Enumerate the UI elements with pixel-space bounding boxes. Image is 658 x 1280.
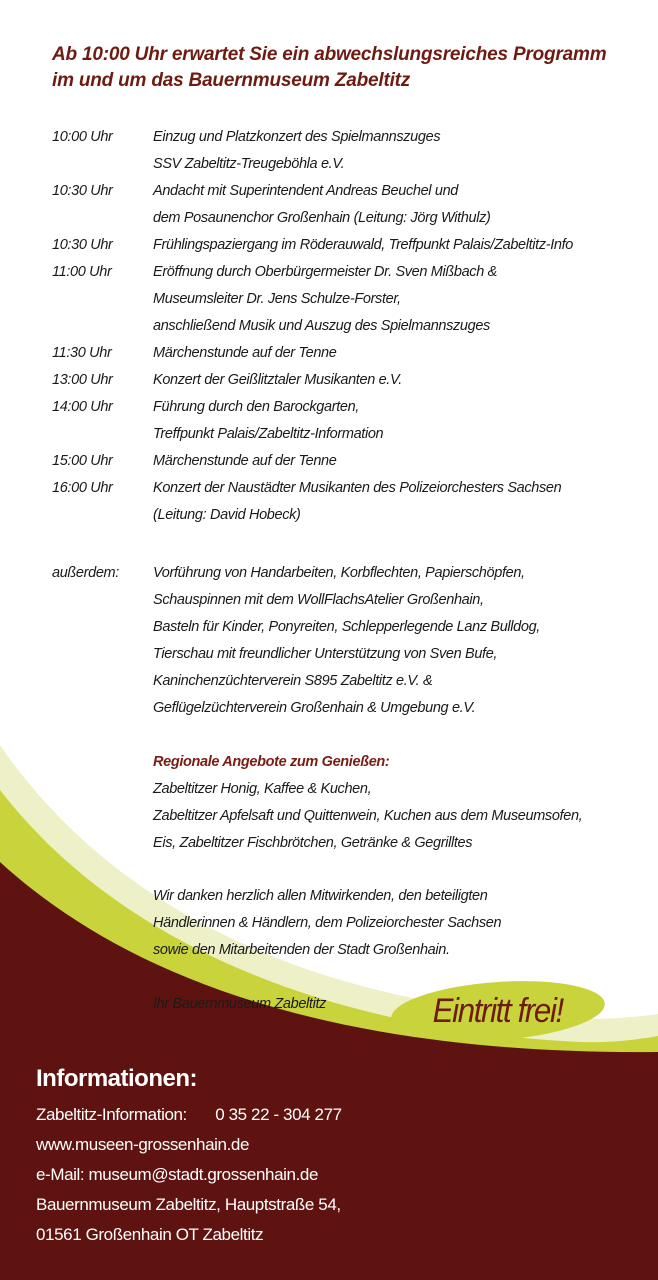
thanks-line: Händlerinnen & Händlern, dem Polizeiorchester Sachsen <box>153 915 502 931</box>
thanks-note <box>153 883 643 964</box>
regional-lines <box>153 776 643 857</box>
schedule-time: 16:00 Uhr <box>52 480 113 496</box>
schedule-description <box>153 340 652 367</box>
info-heading: Informationen: <box>36 1065 197 1092</box>
schedule-description-line: Andacht mit Superintendent Andreas Beuchel und <box>153 183 458 199</box>
schedule-description-line: (Leitung: David Hobeck) <box>153 507 301 523</box>
phone-label: Zabeltitz-Information: <box>36 1105 187 1124</box>
schedule-description <box>153 394 652 448</box>
schedule-row <box>52 394 652 448</box>
schedule-description-line: Eröffnung durch Oberbürgermeister Dr. Sven Mißbach & <box>153 264 497 280</box>
schedule-description <box>153 448 652 475</box>
email-link[interactable]: e-Mail: museum@stadt.grossenhain.de <box>36 1165 319 1184</box>
phone-number[interactable]: 0 35 22 - 304 277 <box>215 1105 342 1124</box>
regional-line: Eis, Zabeltitzer Fischbrötchen, Getränke & Gegrilltes <box>153 835 473 851</box>
info-block <box>36 1064 342 1250</box>
schedule-description <box>153 178 652 232</box>
thanks-line: sowie den Mitarbeitenden der Stadt Großenhain. <box>153 942 450 958</box>
schedule-description-line: Treffpunkt Palais/Zabeltitz-Information <box>153 426 384 442</box>
phone-line <box>36 1100 342 1130</box>
schedule-row <box>52 232 652 259</box>
schedule-description <box>153 367 652 394</box>
schedule-description-line: Märchenstunde auf der Tenne <box>153 345 337 361</box>
headline-line-2: im und um das Bauernmuseum Zabeltitz <box>52 70 411 91</box>
schedule-row <box>52 178 652 232</box>
schedule-description-line: Märchenstunde auf der Tenne <box>153 453 337 469</box>
ausserdem-line: Geflügelzüchterverein Großenhain & Umgebung e.V. <box>153 700 476 716</box>
badge-label: Eintritt frei! <box>432 991 564 1030</box>
signature: Ihr Bauernmuseum Zabeltitz <box>153 996 327 1012</box>
additional-activities <box>52 560 652 722</box>
address-line-1: Bauernmuseum Zabeltitz, Hauptstraße 54, <box>36 1195 341 1214</box>
schedule-time: 15:00 Uhr <box>52 453 113 469</box>
schedule-time: 10:30 Uhr <box>52 237 113 253</box>
ausserdem-line: Tierschau mit freundlicher Unterstützung von Sven Bufe, <box>153 646 498 662</box>
schedule-time: 10:00 Uhr <box>52 129 113 145</box>
schedule-description <box>153 259 652 340</box>
schedule-description-line: Konzert der Geißlitztaler Musikanten e.V. <box>153 372 402 388</box>
ausserdem-label: außerdem: <box>52 565 119 581</box>
schedule-description-line: Führung durch den Barockgarten, <box>153 399 359 415</box>
schedule-time: 11:30 Uhr <box>52 345 112 361</box>
schedule-time: 10:30 Uhr <box>52 183 113 199</box>
schedule-row <box>52 475 652 529</box>
schedule-row <box>52 259 652 340</box>
schedule-row <box>52 367 652 394</box>
address-line-2: 01561 Großenhain OT Zabeltitz <box>36 1225 264 1244</box>
schedule <box>52 124 652 529</box>
ausserdem-line: Basteln für Kinder, Ponyreiten, Schlepperlegende Lanz Bulldog, <box>153 619 540 635</box>
website-link[interactable]: www.museen-grossenhain.de <box>36 1135 250 1154</box>
headline <box>52 42 642 94</box>
schedule-time: 11:00 Uhr <box>52 264 112 280</box>
schedule-row <box>52 340 652 367</box>
schedule-description-line: Frühlingspaziergang im Röderauwald, Treffpunkt Palais/Zabeltitz-Info <box>153 237 574 253</box>
schedule-description-line: Konzert der Naustädter Musikanten des Polizeiorchesters Sachsen <box>153 480 562 496</box>
regional-line: Zabeltitzer Honig, Kaffee & Kuchen, <box>153 781 372 797</box>
regional-line: Zabeltitzer Apfelsaft und Quittenwein, Kuchen aus dem Museumsofen, <box>153 808 583 824</box>
ausserdem-line: Schauspinnen mit dem WollFlachsAtelier Großenhain, <box>153 592 484 608</box>
thanks-line: Wir danken herzlich allen Mitwirkenden, den beteiligten <box>153 888 488 904</box>
schedule-description-line: Museumsleiter Dr. Jens Schulze-Forster, <box>153 291 401 307</box>
regional-title: Regionale Angebote zum Genießen: <box>153 754 390 770</box>
ausserdem-line: Vorführung von Handarbeiten, Korbflechten, Papierschöpfen, <box>153 565 525 581</box>
schedule-row <box>52 124 652 178</box>
schedule-description-line: Einzug und Platzkonzert des Spielmannszuges <box>153 129 441 145</box>
schedule-description-line: SSV Zabeltitz-Treugeböhla e.V. <box>153 156 345 172</box>
schedule-description-line: anschließend Musik und Auszug des Spielmannszuges <box>153 318 490 334</box>
regional-offers <box>153 749 643 857</box>
schedule-description <box>153 124 652 178</box>
headline-line-1: Ab 10:00 Uhr erwartet Sie ein abwechslungsreiches Programm <box>52 44 607 65</box>
schedule-time: 14:00 Uhr <box>52 399 113 415</box>
admission-free-badge <box>389 980 607 1042</box>
ausserdem-lines <box>153 560 652 722</box>
schedule-time: 13:00 Uhr <box>52 372 113 388</box>
schedule-description-line: dem Posaunenchor Großenhain (Leitung: Jörg Withulz) <box>153 210 491 226</box>
ausserdem-line: Kaninchenzüchterverein S895 Zabeltitz e.V. & <box>153 673 433 689</box>
schedule-description <box>153 475 652 529</box>
schedule-description <box>153 232 652 259</box>
schedule-row <box>52 448 652 475</box>
